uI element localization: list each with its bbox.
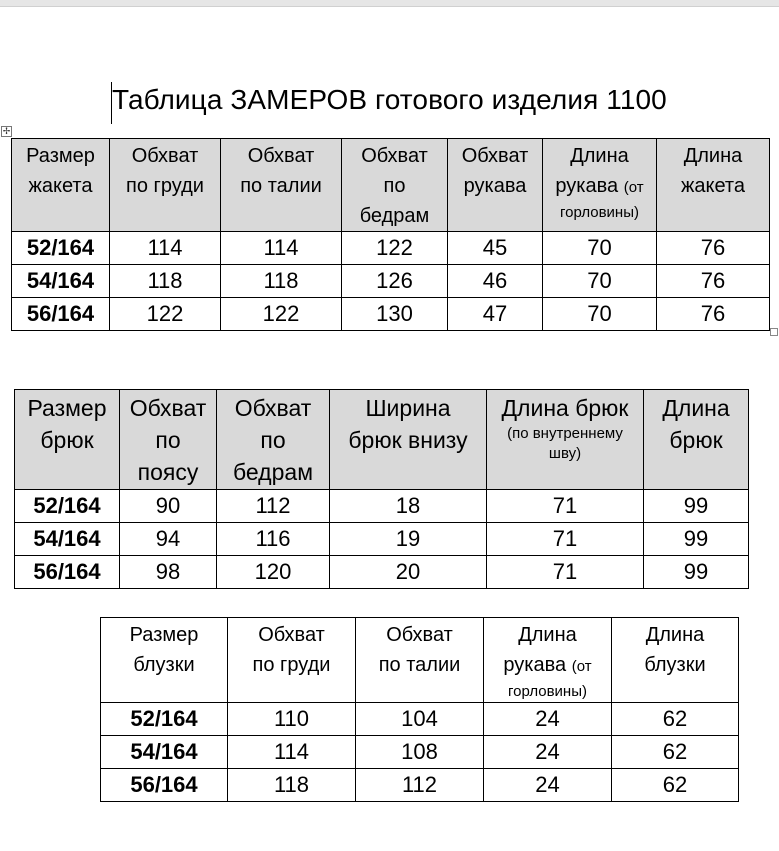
header-cell: Обхват по груди (228, 618, 356, 703)
table-cell: 112 (356, 769, 484, 802)
table-cell: 45 (448, 232, 543, 265)
table-cell: 62 (612, 703, 739, 736)
size-cell: 56/164 (15, 556, 120, 589)
table-cell: 94 (120, 523, 217, 556)
table-cell: 108 (356, 736, 484, 769)
table-cell: 46 (448, 265, 543, 298)
size-cell: 52/164 (15, 490, 120, 523)
table-header-row (15, 390, 749, 490)
size-cell: 52/164 (12, 232, 110, 265)
header-cell: Длина рукава (от горловины) (543, 139, 657, 232)
table-row (15, 556, 749, 589)
header-cell: Длина рукава (от горловины) (484, 618, 612, 703)
header-cell: Размер жакета (12, 139, 110, 232)
table-cell: 71 (487, 523, 644, 556)
header-cell: Обхват по бедрам (217, 390, 330, 490)
header-cell: Длина брюк (644, 390, 749, 490)
size-cell: 54/164 (12, 265, 110, 298)
table-cell: 19 (330, 523, 487, 556)
table-cell: 118 (228, 769, 356, 802)
size-cell: 52/164 (101, 703, 228, 736)
table-cell: 71 (487, 556, 644, 589)
table-resize-handle[interactable] (770, 328, 778, 336)
size-cell: 54/164 (101, 736, 228, 769)
blouse-measurements-table (100, 617, 739, 802)
table-cell: 99 (644, 556, 749, 589)
table-cell: 20 (330, 556, 487, 589)
table-header-row (12, 139, 770, 232)
table-cell: 122 (221, 298, 342, 331)
table-cell: 122 (110, 298, 221, 331)
table-cell: 130 (342, 298, 448, 331)
header-cell: Длина брюк (по внутреннему шву) (487, 390, 644, 490)
header-cell: Размер блузки (101, 618, 228, 703)
table-cell: 76 (657, 265, 770, 298)
header-cell: Обхват по талии (356, 618, 484, 703)
table-row (12, 298, 770, 331)
table-cell: 90 (120, 490, 217, 523)
table-cell: 114 (221, 232, 342, 265)
table-cell: 114 (228, 736, 356, 769)
table-cell: 18 (330, 490, 487, 523)
table-cell: 71 (487, 490, 644, 523)
table-cell: 76 (657, 232, 770, 265)
table-cell: 47 (448, 298, 543, 331)
page-title: Таблица ЗАМЕРОВ готового изделия 1100 (112, 84, 667, 115)
header-cell: Обхват рукава (448, 139, 543, 232)
table-cell: 116 (217, 523, 330, 556)
table-cell: 62 (612, 769, 739, 802)
table-cell: 122 (342, 232, 448, 265)
table-cell: 110 (228, 703, 356, 736)
header-cell: Длина блузки (612, 618, 739, 703)
table-cell: 24 (484, 736, 612, 769)
table-row (15, 490, 749, 523)
table-cell: 114 (110, 232, 221, 265)
table-cell: 126 (342, 265, 448, 298)
table-cell: 112 (217, 490, 330, 523)
table-cell: 120 (217, 556, 330, 589)
pants-measurements-table (14, 389, 749, 589)
table-row (12, 265, 770, 298)
table-cell: 70 (543, 232, 657, 265)
table-cell: 104 (356, 703, 484, 736)
table-row (101, 703, 739, 736)
table-header-row (101, 618, 739, 703)
header-cell: Размер брюк (15, 390, 120, 490)
table-cell: 99 (644, 523, 749, 556)
size-cell: 56/164 (101, 769, 228, 802)
table-cell: 62 (612, 736, 739, 769)
table-row (12, 232, 770, 265)
header-cell: Ширина брюк внизу (330, 390, 487, 490)
table-cell: 24 (484, 769, 612, 802)
window-top-edge (0, 0, 779, 7)
table-row (101, 769, 739, 802)
table-cell: 99 (644, 490, 749, 523)
table-cell: 70 (543, 298, 657, 331)
table-row (101, 736, 739, 769)
size-cell: 54/164 (15, 523, 120, 556)
header-cell: Обхват по поясу (120, 390, 217, 490)
table-cell: 118 (110, 265, 221, 298)
table-cell: 118 (221, 265, 342, 298)
header-cell: Обхват по груди (110, 139, 221, 232)
header-cell: Обхват по талии (221, 139, 342, 232)
table-move-handle-icon[interactable]: ✢ (2, 126, 11, 136)
header-cell: Длина жакета (657, 139, 770, 232)
table-cell: 70 (543, 265, 657, 298)
table-row (15, 523, 749, 556)
table-cell: 98 (120, 556, 217, 589)
table-cell: 24 (484, 703, 612, 736)
header-cell: Обхват по бедрам (342, 139, 448, 232)
table-cell: 76 (657, 298, 770, 331)
size-cell: 56/164 (12, 298, 110, 331)
jacket-measurements-table (11, 138, 770, 331)
